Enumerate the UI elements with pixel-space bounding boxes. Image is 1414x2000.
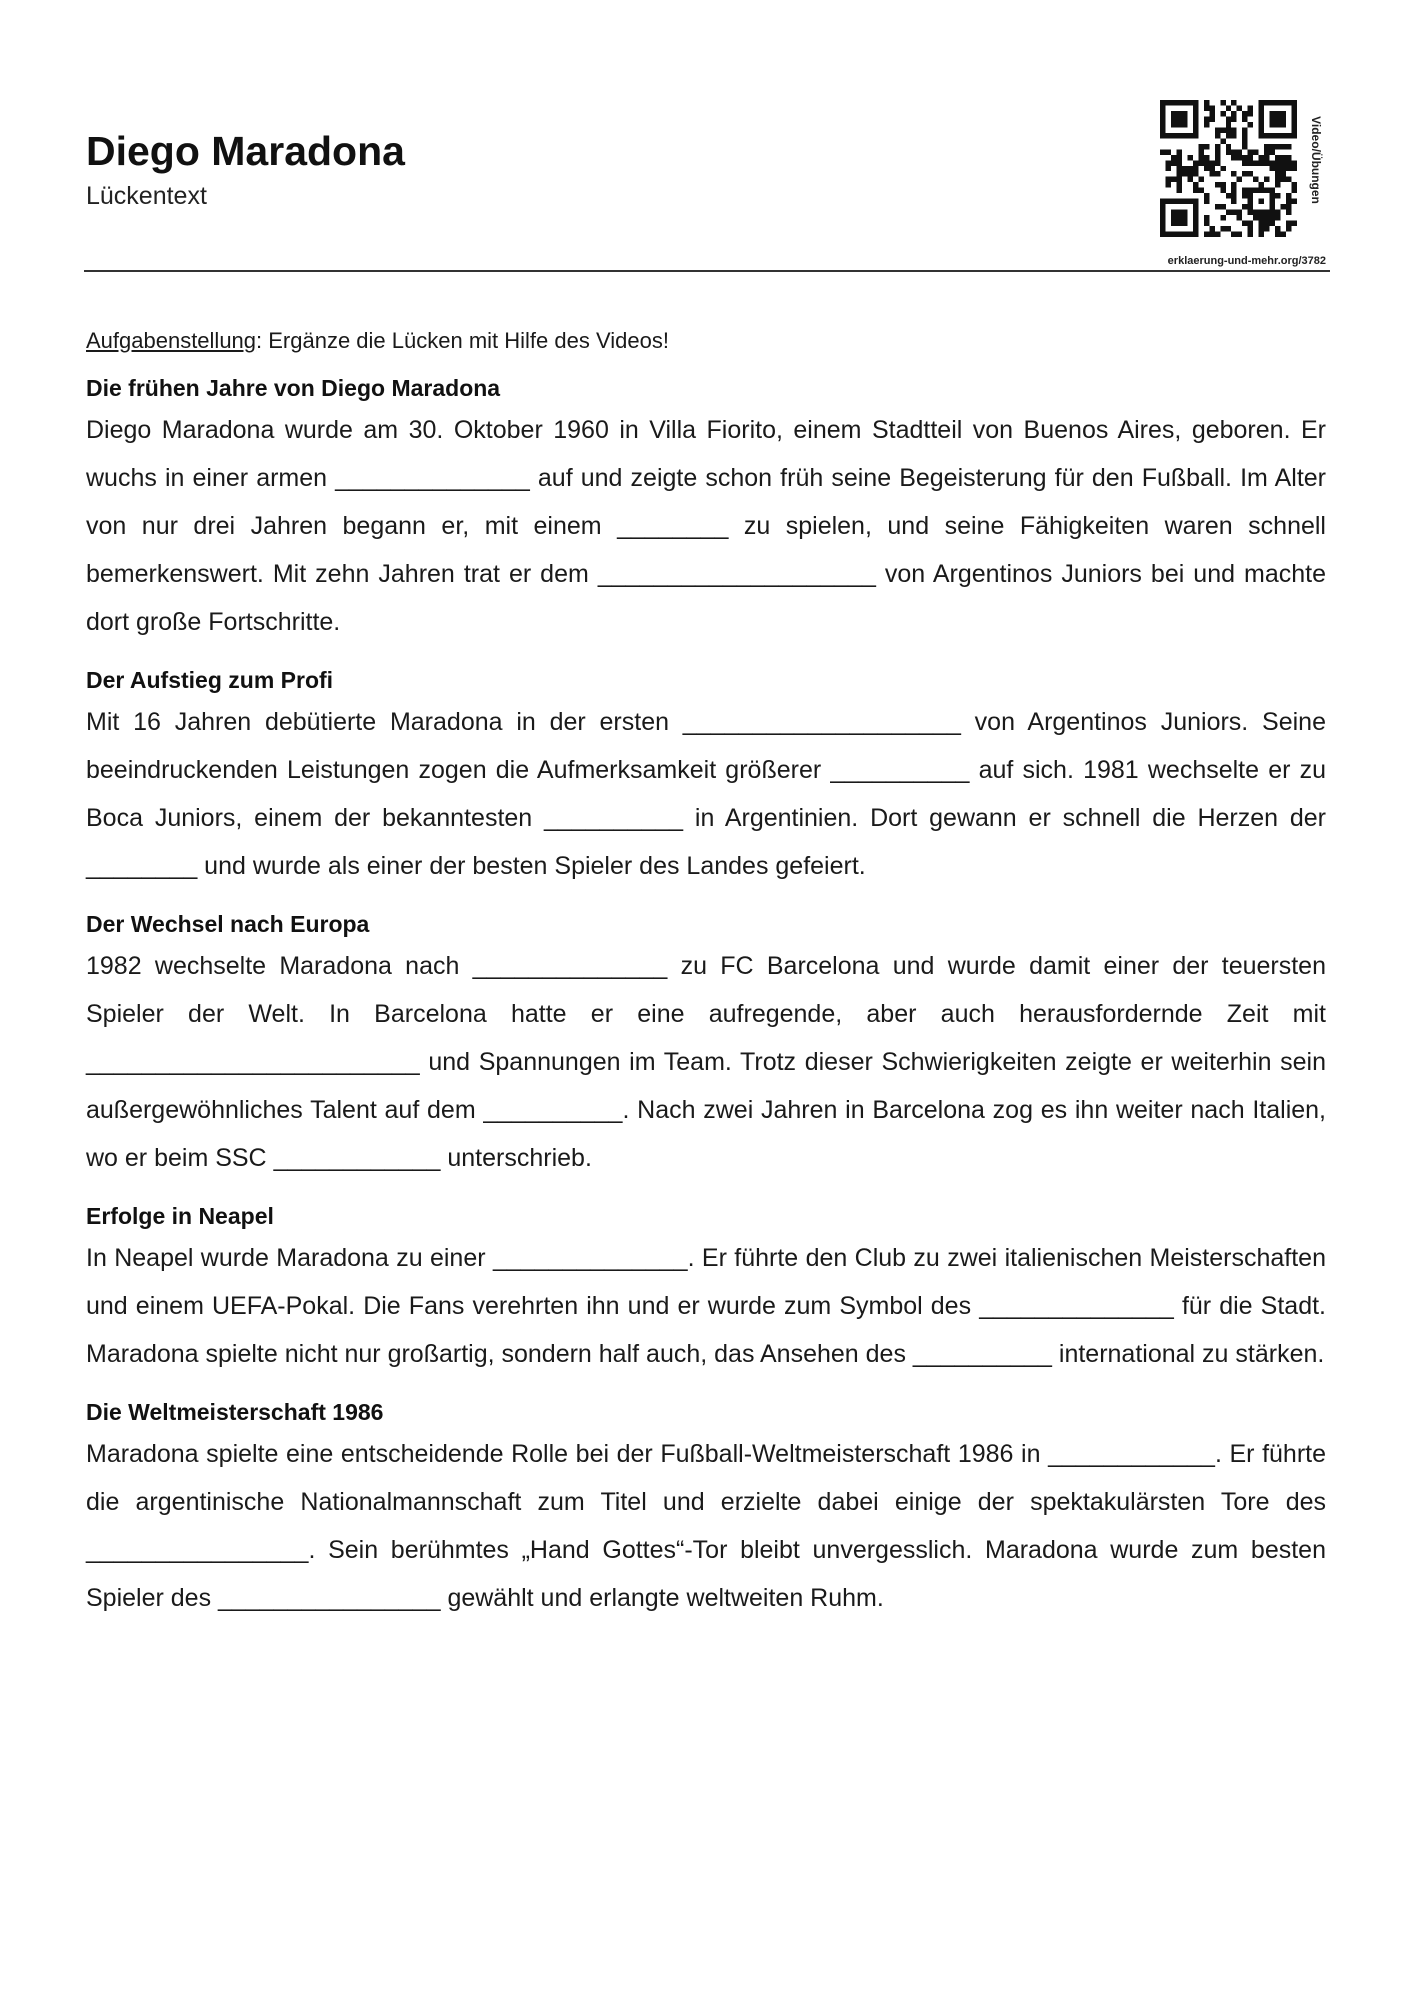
gap-blank[interactable]: ________________ (86, 1536, 309, 1564)
source-url[interactable]: erklaerung-und-mehr.org/3782 (1167, 255, 1326, 267)
main-content (86, 326, 1326, 1638)
qr-side-label: Video/Übungen (1309, 116, 1323, 204)
text-segment: international zu stärken. (1051, 1340, 1325, 1368)
text-segment: Maradona spielte eine entscheidende Rolle bei der Fußball-Weltmeisterschaft 1986 in (86, 1440, 1049, 1468)
gap-blank[interactable]: ____________________ (597, 560, 876, 588)
gap-blank[interactable]: __________ (483, 1096, 623, 1124)
header-divider (84, 270, 1330, 272)
gap-blank[interactable]: __________ (912, 1340, 1052, 1368)
text-segment: . Nach zwei Jahren in Barcelona zog es ihn weiter nach Italien, wo er beim SSC (86, 1096, 1326, 1172)
text-segment: unterschrieb. (440, 1144, 592, 1172)
section-heading: Der Wechsel nach Europa (86, 911, 370, 937)
text-segment: . Er führte den Club zu zwei italienischen Meisterschaften und einem UEFA-Pokal. Die Fans verehrten ihn und er wurde zum Symbol des (86, 1244, 1326, 1320)
section-body (86, 1430, 1326, 1622)
section-early-years (86, 370, 1326, 646)
gap-blank[interactable]: ________ (86, 852, 198, 880)
section-body (86, 698, 1326, 890)
gap-blank[interactable]: ____________________ (682, 708, 961, 736)
task-text: : Ergänze die Lücken mit Hilfe des Videos! (256, 328, 669, 353)
text-segment: . Sein berühmtes „Hand Gottes“-Tor bleibt unvergesslich. Maradona wurde zum besten Spieler des (86, 1536, 1326, 1612)
qr-code-icon[interactable] (1160, 100, 1297, 237)
task-label: Aufgabenstellung (86, 328, 257, 353)
section-heading: Die Weltmeisterschaft 1986 (86, 1399, 384, 1425)
text-segment: von Argentinos Juniors. Seine beeindruckenden Leistungen zogen die Aufmerksamkeit größerer (86, 708, 1326, 784)
text-segment: von Argentinos Juniors bei und machte dort große Fortschritte. (86, 560, 1326, 636)
text-segment: auf sich. 1981 wechselte er zu Boca Juniors, einem der bekanntesten (86, 756, 1327, 832)
section-body (86, 942, 1326, 1182)
gap-blank[interactable]: ____________ (273, 1144, 441, 1172)
text-segment: auf und zeigte schon früh seine Begeisterung für den Fußball. Im Alter von nur drei Jahren begann er, mit einem (86, 464, 1326, 540)
text-segment: In Neapel wurde Maradona zu einer (86, 1244, 493, 1272)
text-segment: 1982 wechselte Maradona nach (86, 952, 473, 980)
section-body (86, 1234, 1326, 1378)
gap-blank[interactable]: ________________________ (86, 1048, 420, 1076)
gap-blank[interactable]: ______________ (472, 952, 668, 980)
section-world-cup-1986 (86, 1394, 1326, 1622)
section-rise-to-pro (86, 662, 1326, 890)
text-segment: für die Stadt. Maradona spielte nicht nur großartig, sondern half auch, das Ansehen des (86, 1292, 1326, 1368)
text-segment: in Argentinien. Dort gewann er schnell die Herzen der (683, 804, 1327, 832)
page-subtitle: Lückentext (86, 182, 207, 210)
gap-blank[interactable]: ______________ (335, 464, 530, 492)
text-segment: und wurde als einer der besten Spieler des Landes gefeiert. (197, 852, 866, 880)
section-body (86, 406, 1326, 646)
section-heading: Der Aufstieg zum Profi (86, 667, 334, 693)
gap-blank[interactable]: ____________ (1048, 1440, 1215, 1468)
task-instruction (86, 326, 1326, 356)
section-success-naples (86, 1198, 1326, 1378)
gap-blank[interactable]: __________ (830, 756, 970, 784)
section-heading: Die frühen Jahre von Diego Maradona (86, 375, 501, 401)
gap-blank[interactable]: __________ (544, 804, 684, 832)
gap-blank[interactable]: ________ (617, 512, 729, 540)
text-segment: . Er führte die argentinische Nationalmannschaft zum Titel und erzielte dabei einige der spektakulärsten Tore des (86, 1440, 1326, 1516)
section-move-to-europe (86, 906, 1326, 1182)
gap-blank[interactable]: ______________ (979, 1292, 1174, 1320)
gap-blank[interactable]: ________________ (218, 1584, 441, 1612)
text-segment: Diego Maradona wurde am 30. Oktober 1960 in Villa Fiorito, einem Stadtteil von Buenos Aires, geboren. Er wuchs in einer armen (86, 416, 1326, 492)
text-segment: zu FC Barcelona und wurde damit einer der teuersten Spieler der Welt. In Barcelona hatte er eine aufregende, aber auch herausfordernde Zeit mit (86, 952, 1326, 1028)
text-segment: zu spielen, und seine Fähigkeiten waren schnell bemerkenswert. Mit zehn Jahren trat er dem (86, 512, 1326, 588)
gap-blank[interactable]: ______________ (492, 1244, 688, 1272)
text-segment: und Spannungen im Team. Trotz dieser Schwierigkeiten zeigte er weiterhin sein außergewöhnliches Talent auf dem (86, 1048, 1326, 1124)
section-heading: Erfolge in Neapel (86, 1203, 274, 1229)
text-segment: Mit 16 Jahren debütierte Maradona in der ersten (86, 708, 683, 736)
page-title: Diego Maradona (86, 128, 405, 174)
text-segment: gewählt und erlangte weltweiten Ruhm. (440, 1584, 884, 1612)
